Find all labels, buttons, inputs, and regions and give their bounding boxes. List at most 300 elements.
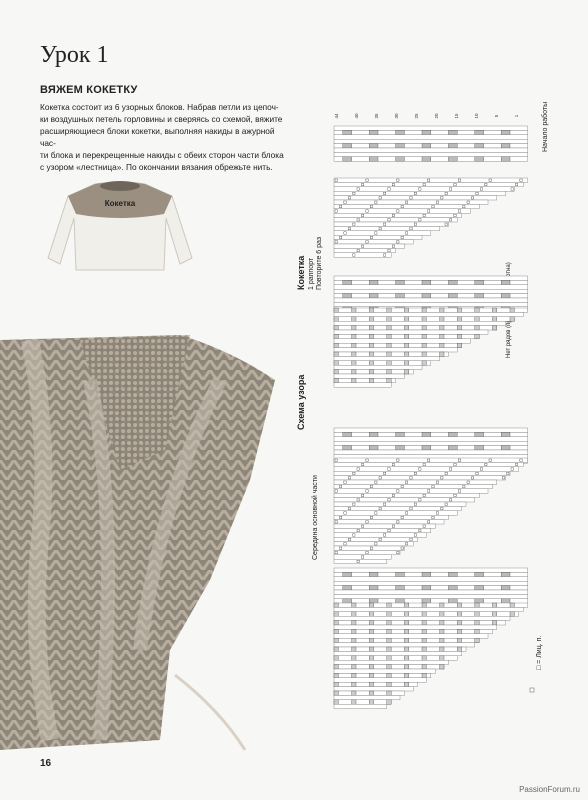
cable-cross-mark: [448, 586, 457, 590]
chart-row: [334, 621, 506, 625]
ladder-mark: [404, 612, 408, 616]
cable-cross-mark: [501, 280, 510, 284]
chart-row: [334, 126, 528, 130]
ladder-mark: [422, 621, 426, 625]
ladder-mark: [457, 603, 461, 607]
ladder-mark: [387, 665, 391, 669]
cable-cross-mark: [475, 157, 484, 161]
instructions-line: ти блока и перекрещенные накиды с обеих сторон части блока: [40, 150, 284, 160]
chart-row: [334, 187, 514, 191]
chart-row: [334, 361, 431, 365]
ladder-mark: [334, 361, 338, 365]
ladder-mark: [387, 378, 391, 382]
column-number: 15: [454, 113, 459, 119]
chart-row: [334, 253, 391, 257]
instructions-line: расширяющиеся блоки кокетки, выполняя накиды в ажурной час-: [40, 126, 275, 148]
ladder-mark: [404, 326, 408, 330]
ladder-mark: [387, 308, 391, 312]
ladder-mark: [422, 665, 426, 669]
ladder-mark: [334, 352, 338, 356]
chart-row: [334, 506, 462, 510]
ladder-mark: [369, 326, 373, 330]
cable-cross-mark: [501, 599, 510, 603]
ladder-mark: [404, 647, 408, 651]
ladder-mark: [457, 638, 461, 642]
ladder-mark: [352, 691, 356, 695]
ladder-mark: [422, 656, 426, 660]
ladder-mark: [475, 629, 479, 633]
chart-row: [334, 629, 492, 633]
cable-cross-mark: [369, 280, 378, 284]
ladder-mark: [352, 334, 356, 338]
ladder-mark: [334, 308, 338, 312]
cable-cross-mark: [448, 280, 457, 284]
chart-row: [334, 231, 431, 235]
rapport-label: 1 раппорт: [308, 257, 315, 290]
cable-cross-mark: [422, 599, 431, 603]
column-number: 30: [394, 113, 399, 119]
ladder-mark: [422, 673, 426, 677]
chart-row: [334, 312, 523, 316]
ladder-mark: [387, 682, 391, 686]
scheme-label: Схема узора: [296, 374, 306, 430]
chart-row: [334, 209, 470, 213]
cable-cross-mark: [343, 572, 352, 576]
ladder-mark: [387, 647, 391, 651]
ladder-mark: [387, 656, 391, 660]
chart-row: [334, 704, 387, 708]
cable-cross-mark: [475, 572, 484, 576]
ladder-mark: [352, 326, 356, 330]
cable-cross-mark: [501, 294, 510, 298]
ladder-mark: [352, 352, 356, 356]
chart-row: [334, 222, 448, 226]
cable-cross-mark: [422, 157, 431, 161]
chart-row: [334, 498, 475, 502]
chart-row: [334, 378, 396, 382]
chart-row: [334, 700, 391, 704]
ladder-mark: [404, 665, 408, 669]
sweater-photo: [40, 178, 200, 274]
ladder-mark: [440, 612, 444, 616]
chart-row: [334, 660, 448, 664]
ladder-mark: [440, 352, 444, 356]
ladder-mark: [440, 603, 444, 607]
ladder-mark: [352, 656, 356, 660]
cable-cross-mark: [448, 294, 457, 298]
ladder-mark: [334, 665, 338, 669]
cable-cross-mark: [422, 294, 431, 298]
chart-row: [334, 493, 479, 497]
ladder-mark: [352, 612, 356, 616]
chart-row: [334, 330, 488, 334]
cable-cross-mark: [396, 599, 405, 603]
ladder-mark: [334, 647, 338, 651]
chart-row: [334, 374, 404, 378]
ladder-mark: [352, 378, 356, 382]
cable-cross-mark: [343, 599, 352, 603]
ladder-mark: [369, 700, 373, 704]
ladder-mark: [404, 656, 408, 660]
column-number: 1: [514, 114, 519, 118]
cable-cross-mark: [396, 446, 405, 450]
center-label: Середина основной части: [312, 475, 319, 560]
chart-row: [334, 276, 528, 280]
ladder-mark: [457, 326, 461, 330]
ladder-mark: [404, 673, 408, 677]
ladder-mark: [422, 343, 426, 347]
chart-row: [334, 634, 488, 638]
chart-row: [334, 226, 440, 230]
chart-row: [334, 687, 413, 691]
ladder-mark: [369, 682, 373, 686]
ladder-mark: [352, 370, 356, 374]
cable-cross-mark: [448, 130, 457, 134]
ladder-mark: [475, 317, 479, 321]
ladder-mark: [369, 691, 373, 695]
ladder-mark: [422, 603, 426, 607]
chart-row: [334, 651, 462, 655]
section-subtitle: ВЯЖЕМ КОКЕТКУ: [40, 84, 138, 96]
ladder-mark: [352, 308, 356, 312]
cable-cross-mark: [475, 294, 484, 298]
ladder-mark: [369, 629, 373, 633]
ladder-mark: [352, 647, 356, 651]
cable-cross-mark: [369, 572, 378, 576]
chart-row: [334, 178, 528, 182]
chart-row: [334, 240, 413, 244]
ladder-mark: [387, 612, 391, 616]
ladder-mark: [422, 326, 426, 330]
cable-cross-mark: [475, 586, 484, 590]
ladder-mark: [440, 656, 444, 660]
ladder-mark: [440, 317, 444, 321]
ladder-mark: [422, 308, 426, 312]
cable-cross-mark: [475, 599, 484, 603]
ladder-mark: [369, 308, 373, 312]
ladder-mark: [334, 656, 338, 660]
cable-cross-mark: [501, 446, 510, 450]
chart-row: [334, 321, 506, 325]
chart-row: [334, 555, 391, 559]
cable-cross-mark: [448, 157, 457, 161]
cable-cross-mark: [422, 130, 431, 134]
ladder-mark: [387, 352, 391, 356]
chart-row: [334, 204, 479, 208]
ladder-mark: [440, 621, 444, 625]
ladder-mark: [440, 647, 444, 651]
ladder-mark: [352, 361, 356, 365]
cable-cross-mark: [343, 446, 352, 450]
cable-cross-mark: [396, 280, 405, 284]
chart-row: [334, 673, 431, 677]
chart-row: [334, 528, 431, 532]
ladder-mark: [492, 621, 496, 625]
ladder-mark: [510, 317, 514, 321]
chart-row: [334, 428, 528, 432]
ladder-mark: [492, 612, 496, 616]
chart-row: [334, 577, 528, 581]
ladder-mark: [334, 700, 338, 704]
ladder-mark: [352, 700, 356, 704]
cable-cross-mark: [501, 572, 510, 576]
chart-row: [334, 603, 528, 607]
chart-row: [334, 356, 440, 360]
ladder-mark: [334, 603, 338, 607]
chart-row: [334, 302, 528, 306]
ladder-mark: [475, 621, 479, 625]
ladder-mark: [422, 612, 426, 616]
ladder-mark: [422, 361, 426, 365]
sweater-label: Кокетка: [104, 199, 136, 208]
ladder-mark: [352, 673, 356, 677]
cable-cross-mark: [501, 157, 510, 161]
ladder-mark: [334, 334, 338, 338]
chart-row: [334, 383, 391, 387]
chart-row: [334, 139, 528, 143]
column-number: 20: [434, 113, 439, 119]
chart-row: [334, 458, 528, 462]
chart-row: [334, 450, 528, 454]
instructions-line: Кокетка состоит из 6 узорных блоков. Набрав петли из цепоч-: [40, 102, 279, 112]
chart-row: [334, 196, 497, 200]
ladder-mark: [440, 638, 444, 642]
ladder-mark: [404, 638, 408, 642]
column-number: 40: [354, 113, 359, 119]
ladder-mark: [334, 370, 338, 374]
chart-row: [334, 489, 488, 493]
chart-row: [334, 244, 404, 248]
page-number: 16: [40, 758, 52, 769]
column-number: 5: [494, 114, 499, 118]
chart-row: [334, 524, 435, 528]
ladder-mark: [369, 673, 373, 677]
repeat-label: Повторите 6 раз: [316, 236, 323, 290]
column-number: 44: [334, 113, 339, 119]
chart-row: [334, 152, 528, 156]
ladder-mark: [334, 691, 338, 695]
chart-row: [334, 213, 462, 217]
cable-cross-mark: [369, 157, 378, 161]
chart-row: [334, 643, 475, 647]
chart-row: [334, 607, 523, 611]
ladder-mark: [387, 700, 391, 704]
ladder-mark: [334, 682, 338, 686]
cable-cross-mark: [396, 572, 405, 576]
ladder-mark: [352, 317, 356, 321]
ladder-mark: [492, 308, 496, 312]
ladder-mark: [422, 317, 426, 321]
ladder-mark: [492, 317, 496, 321]
ladder-mark: [387, 621, 391, 625]
cable-cross-mark: [343, 144, 352, 148]
chart-row: [334, 308, 528, 312]
ladder-mark: [404, 629, 408, 633]
ladder-mark: [422, 334, 426, 338]
watermark: PassionForum.ru: [519, 785, 580, 794]
column-number: 10: [474, 113, 479, 119]
ladder-mark: [334, 638, 338, 642]
chart-row: [334, 462, 523, 466]
ladder-mark: [369, 656, 373, 660]
ladder-mark: [387, 603, 391, 607]
ladder-mark: [334, 343, 338, 347]
ladder-mark: [475, 334, 479, 338]
chart-row: [334, 695, 400, 699]
cable-cross-mark: [396, 586, 405, 590]
ladder-mark: [369, 334, 373, 338]
chart-row: [334, 365, 422, 369]
ladder-mark: [369, 361, 373, 365]
chart-row: [334, 484, 492, 488]
cable-cross-mark: [448, 599, 457, 603]
chart-row: [334, 515, 448, 519]
cable-cross-mark: [369, 446, 378, 450]
ladder-mark: [510, 603, 514, 607]
ladder-mark: [475, 326, 479, 330]
ladder-mark: [510, 612, 514, 616]
ladder-mark: [387, 343, 391, 347]
cable-cross-mark: [369, 294, 378, 298]
chart-row: [334, 669, 435, 673]
ladder-mark: [352, 638, 356, 642]
ladder-mark: [352, 621, 356, 625]
chart-row: [334, 476, 506, 480]
ladder-mark: [440, 334, 444, 338]
ladder-mark: [422, 352, 426, 356]
cable-cross-mark: [369, 432, 378, 436]
ladder-mark: [440, 326, 444, 330]
ladder-mark: [369, 317, 373, 321]
instructions-line: с узором «лестница». По окончании вязания обрежьте нить.: [40, 162, 273, 172]
chart-row: [334, 248, 396, 252]
ladder-mark: [457, 647, 461, 651]
cable-cross-mark: [422, 144, 431, 148]
ladder-mark: [334, 326, 338, 330]
chart-row: [334, 480, 497, 484]
chart-row: [334, 339, 470, 343]
chart-row: [334, 348, 457, 352]
ladder-mark: [457, 621, 461, 625]
chart-row: [334, 533, 426, 537]
cable-cross-mark: [343, 294, 352, 298]
legend-text: □ = Лиц. п.: [536, 635, 543, 670]
chart-row: [334, 289, 528, 293]
chart-row: [334, 467, 519, 471]
chart-row: [334, 594, 528, 598]
chart-row: [334, 590, 528, 594]
ladder-mark: [457, 317, 461, 321]
chart-row: [334, 550, 400, 554]
ladder-mark: [387, 334, 391, 338]
chart-row: [334, 581, 528, 585]
cable-cross-mark: [396, 144, 405, 148]
chart-row: [334, 200, 488, 204]
ladder-mark: [387, 673, 391, 677]
cable-cross-mark: [422, 446, 431, 450]
ladder-mark: [352, 665, 356, 669]
ladder-mark: [404, 370, 408, 374]
ladder-mark: [510, 308, 514, 312]
cable-cross-mark: [343, 432, 352, 436]
ladder-mark: [440, 665, 444, 669]
cable-cross-mark: [343, 586, 352, 590]
ladder-mark: [404, 361, 408, 365]
chart-row: [334, 135, 528, 139]
ladder-mark: [387, 629, 391, 633]
cable-cross-mark: [396, 432, 405, 436]
cable-cross-mark: [475, 130, 484, 134]
ladder-mark: [492, 326, 496, 330]
ladder-mark: [369, 343, 373, 347]
ladder-mark: [475, 603, 479, 607]
chart-row: [334, 298, 528, 302]
cable-cross-mark: [475, 280, 484, 284]
ladder-mark: [492, 603, 496, 607]
chart-row: [334, 437, 528, 441]
chart-row: [334, 616, 510, 620]
chart-row: [334, 326, 497, 330]
ladder-mark: [457, 612, 461, 616]
legend-knit-box: [530, 688, 534, 692]
cable-cross-mark: [343, 130, 352, 134]
ladder-mark: [369, 647, 373, 651]
ladder-mark: [404, 621, 408, 625]
cable-cross-mark: [475, 446, 484, 450]
cable-cross-mark: [501, 144, 510, 148]
ladder-mark: [457, 343, 461, 347]
ladder-mark: [352, 603, 356, 607]
cable-cross-mark: [448, 144, 457, 148]
ladder-mark: [422, 638, 426, 642]
ladder-mark: [387, 317, 391, 321]
chart-row: [334, 218, 457, 222]
start-label: Начало работы: [542, 101, 549, 152]
ladder-mark: [334, 629, 338, 633]
cable-cross-mark: [475, 432, 484, 436]
instructions-line: ки воздушных петель горловины и сверяясь со схемой, вяжите: [40, 114, 283, 124]
chart-row: [334, 502, 466, 506]
cable-cross-mark: [422, 586, 431, 590]
chart-row: [334, 471, 510, 475]
ladder-mark: [369, 603, 373, 607]
ladder-mark: [369, 370, 373, 374]
ladder-mark: [475, 612, 479, 616]
cable-cross-mark: [343, 280, 352, 284]
cable-cross-mark: [369, 599, 378, 603]
ladder-mark: [440, 343, 444, 347]
cable-cross-mark: [501, 130, 510, 134]
cable-cross-mark: [369, 144, 378, 148]
ladder-mark: [369, 352, 373, 356]
ladder-mark: [404, 682, 408, 686]
ladder-mark: [387, 326, 391, 330]
chart-row: [334, 285, 528, 289]
chart-row: [334, 559, 387, 563]
chart-row: [334, 537, 418, 541]
ladder-mark: [404, 352, 408, 356]
ladder-mark: [352, 629, 356, 633]
ladder-mark: [404, 343, 408, 347]
ladder-mark: [457, 308, 461, 312]
chart-row: [334, 148, 528, 152]
chart-row: [334, 625, 497, 629]
ladder-mark: [404, 334, 408, 338]
ladder-mark: [422, 647, 426, 651]
page-title: Урок 1: [40, 42, 109, 68]
cable-cross-mark: [343, 157, 352, 161]
ladder-mark: [387, 638, 391, 642]
